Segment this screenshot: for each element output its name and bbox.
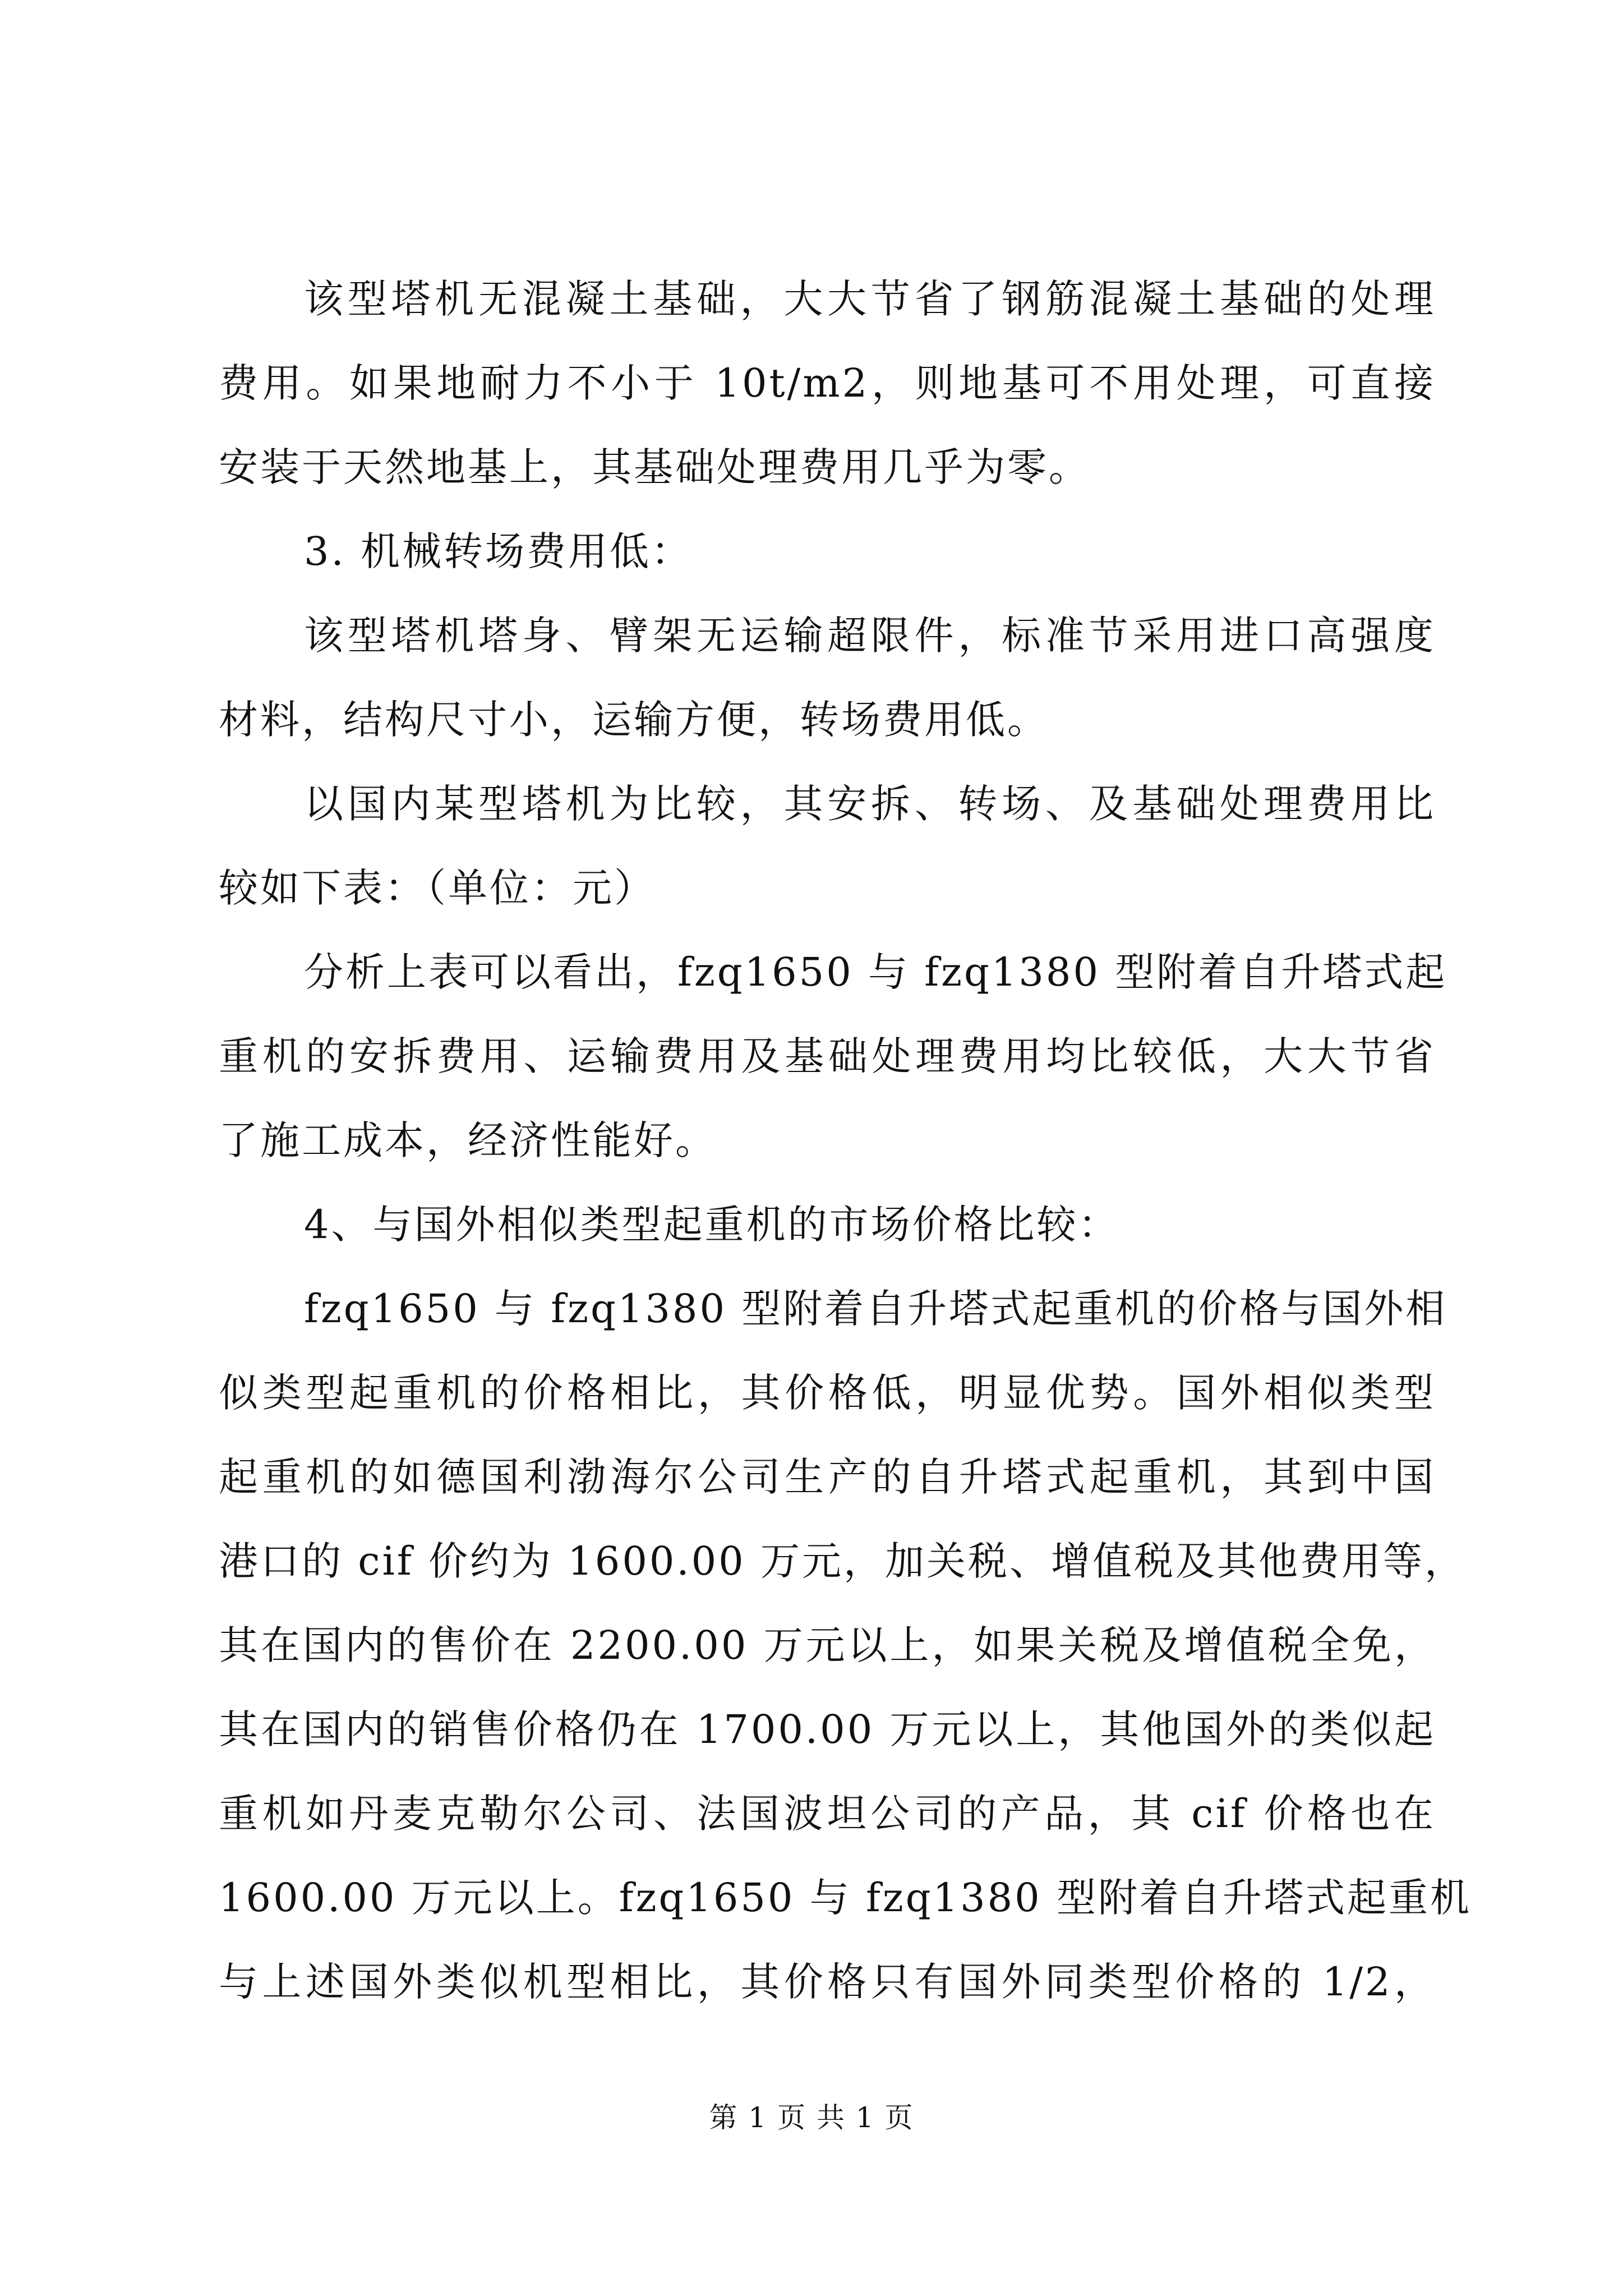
- document-body: [219, 257, 1472, 2024]
- text-line-3: 安装于天然地基上，其基础处理费用几乎为零。: [219, 444, 1090, 490]
- text-line-2: 费用。如果地耐力不小于 10t/m2，则地基可不用处理，可直接: [219, 360, 1436, 406]
- text-line-16: 港口的 cif 价约为 1600.00 万元，加关税、增值税及其他费用等，: [219, 1538, 1466, 1584]
- text-line-17: 其在国内的售价在 2200.00 万元以上，如果关税及增值税全免，: [219, 1622, 1436, 1668]
- text-line-7: 以国内某型塔机为比较，其安拆、转场、及基础处理费用比: [304, 781, 1436, 827]
- text-line-11: 了施工成本，经济性能好。: [219, 1117, 717, 1163]
- text-line-13: fzq1650 与 fzq1380 型附着自升塔式起重机的价格与国外相: [304, 1286, 1447, 1332]
- text-line-15: 起重机的如德国利渤海尔公司生产的自升塔式起重机，其到中国: [219, 1454, 1436, 1500]
- text-line-21: 与上述国外类似机型相比，其价格只有国外同类型价格的 1/2，: [219, 1959, 1436, 2005]
- section-heading-4: 4、与国外相似类型起重机的市场价格比较：: [304, 1202, 1120, 1248]
- text-line-10: 重机的安拆费用、运输费用及基础处理费用均比较低，大大节省: [219, 1033, 1436, 1079]
- text-line-6: 材料，结构尺寸小，运输方便，转场费用低。: [219, 697, 1049, 743]
- text-line-9: 分析上表可以看出，fzq1650 与 fzq1380 型附着自升塔式起: [304, 949, 1447, 995]
- text-line-5: 该型塔机塔身、臂架无运输超限件，标准节采用进口高强度: [304, 613, 1436, 659]
- text-line-19: 重机如丹麦克勒尔公司、法国波坦公司的产品，其 cif 价格也在: [219, 1791, 1436, 1837]
- text-line-20: 1600.00 万元以上。fzq1650 与 fzq1380 型附着自升塔式起重机: [219, 1875, 1472, 1921]
- page-footer: 第 1 页 共 1 页: [709, 2101, 914, 2134]
- text-line-8: 较如下表：（单位：元）: [219, 865, 656, 911]
- section-heading-3: 3. 机械转场费用低：: [304, 528, 693, 574]
- text-line-1: 该型塔机无混凝土基础，大大节省了钢筋混凝土基础的处理: [304, 276, 1436, 322]
- text-line-14: 似类型起重机的价格相比，其价格低，明显优势。国外相似类型: [219, 1370, 1436, 1416]
- text-line-18: 其在国内的销售价格仍在 1700.00 万元以上，其他国外的类似起: [219, 1706, 1436, 1752]
